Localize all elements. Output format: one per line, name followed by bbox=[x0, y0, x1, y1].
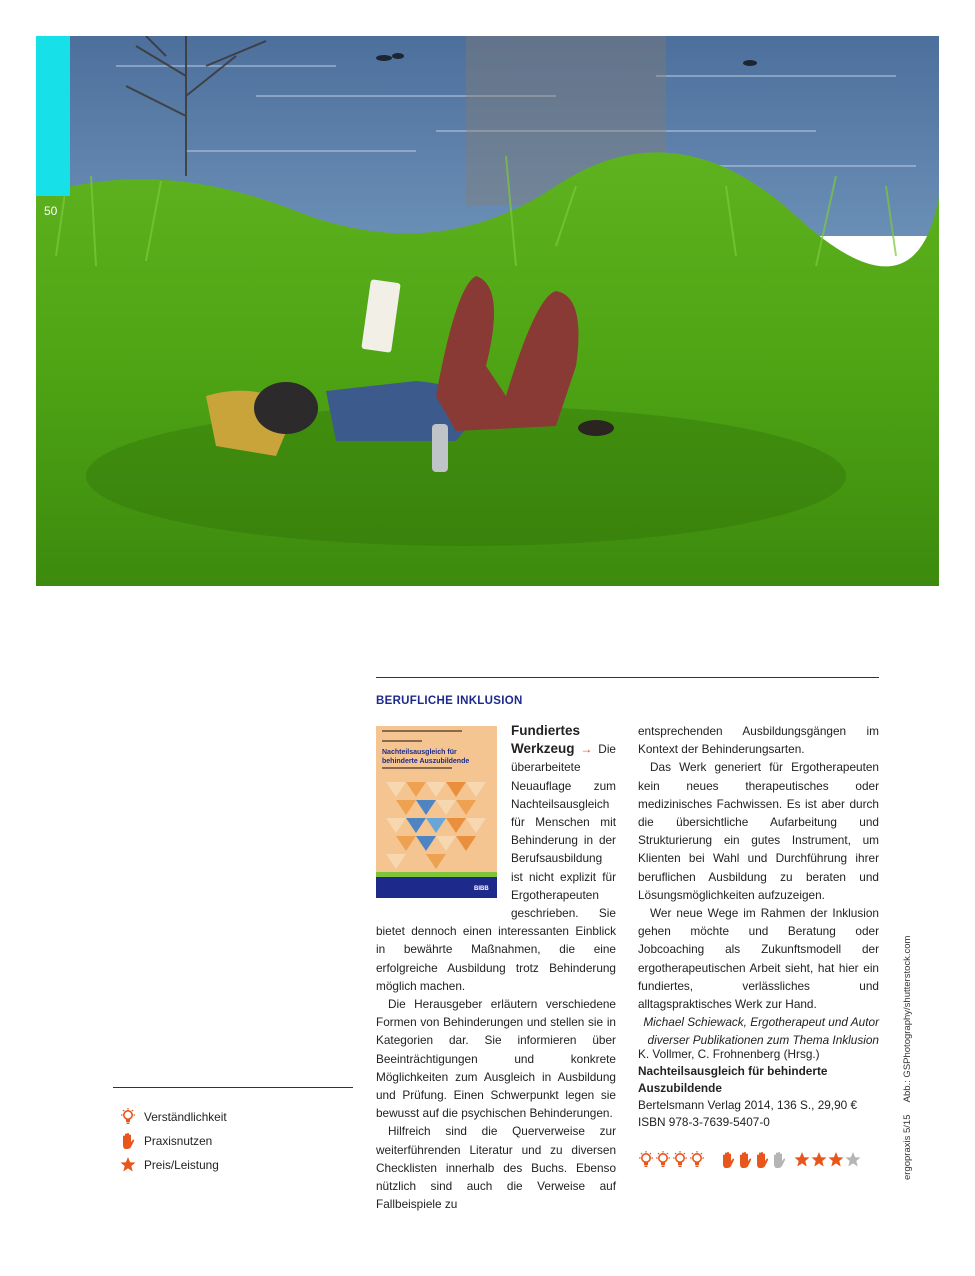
hand-icon-filled bbox=[720, 1151, 736, 1169]
review-column-1 bbox=[376, 722, 616, 1213]
lakeside-reading-illustration bbox=[36, 36, 939, 586]
cover-publisher-logo: BIBB bbox=[474, 886, 489, 892]
reviewer-line-2: diverser Publikationen zum Thema Inklusion bbox=[647, 1033, 879, 1048]
review-column-2 bbox=[638, 722, 879, 1050]
review-heading: Fundiertes Werkzeug bbox=[511, 723, 581, 757]
legend-label: Preis/Leistung bbox=[144, 1158, 219, 1172]
hand-icon-empty bbox=[771, 1151, 787, 1169]
lightbulb-icon-filled bbox=[689, 1151, 705, 1169]
review-paragraph-5: Wer neue Wege im Rahmen der Inklusion gehen möchte und Beratung oder Jobcoaching als Zukunftsmodell der ergotherapeutischen Arbeit sieht, hat hier ein fundiertes, verlässliches und alltagspraktisches Werk zur Hand. bbox=[638, 906, 879, 1012]
lightbulb-icon bbox=[119, 1108, 137, 1126]
star-icon-filled bbox=[794, 1151, 810, 1169]
star-icon-empty bbox=[845, 1151, 861, 1169]
ratings-row bbox=[638, 1151, 879, 1173]
book-title-line-1: Nachteilsausgleich für behinderte bbox=[638, 1064, 828, 1078]
legend-item-praxisnutzen bbox=[119, 1129, 227, 1153]
book-publisher-info: Bertelsmann Verlag 2014, 136 S., 29,90 € bbox=[638, 1098, 858, 1112]
hand-icon bbox=[119, 1132, 137, 1150]
legend-item-preis-leistung bbox=[119, 1153, 227, 1177]
hand-icon-filled bbox=[754, 1151, 770, 1169]
arrow-icon: → bbox=[580, 742, 593, 757]
hero-photo bbox=[36, 36, 939, 586]
lightbulb-icon-filled bbox=[638, 1151, 654, 1169]
review-paragraph-3-continued: entsprechenden Ausbildungsgängen im Kontext der Behinderungsarten. bbox=[638, 724, 879, 757]
hand-icon-filled bbox=[737, 1151, 753, 1169]
journal-issue: ergopraxis 5/15 bbox=[902, 1114, 913, 1180]
lightbulb-icon-filled bbox=[655, 1151, 671, 1169]
bibliography bbox=[638, 1046, 879, 1131]
review-paragraph-1: Die überarbeitete Neuauflage zum Nachteilsausgleich für Menschen mit Behinderung in der Berufsausbildung ist nicht explizit für Ergotherapeuten geschrieben. Sie bietet dennoch einen interessanten Einblick in bewährte Maßnahmen, die eine erfolgreiche Ausbildung trotz Behinderung möglich machen. bbox=[376, 742, 616, 993]
star-icon-filled bbox=[811, 1151, 827, 1169]
legend-label: Verständlichkeit bbox=[144, 1110, 227, 1124]
rating-preis-leistung bbox=[794, 1151, 861, 1169]
side-credits bbox=[902, 926, 913, 1180]
image-credit: Abb.: GSPhotography/shutterstock.com bbox=[902, 935, 913, 1103]
rating-verstaendlichkeit bbox=[638, 1151, 705, 1169]
star-icon bbox=[119, 1156, 137, 1174]
reviewer-line-1: Michael Schiewack, Ergotherapeut und Autor bbox=[643, 1015, 879, 1030]
rating-legend bbox=[119, 1105, 227, 1177]
book-isbn: ISBN 978-3-7639-5407-0 bbox=[638, 1115, 770, 1129]
cover-title-line2: behinderte Auszubildende bbox=[382, 758, 470, 765]
chapter-color-tab bbox=[36, 36, 70, 196]
review-paragraph-2: Die Herausgeber erläutern verschiedene Formen von Behinderungen und stellen sie in Kategorien dar. Sie informieren über Beeinträchtigungen und konkrete Möglichkeiten zum Ausgleich in Ausbildung und Prüfung. Einen Schwerpunkt legen sie bewusst auf die psychischen Behinderungen. bbox=[376, 997, 616, 1121]
star-icon-filled bbox=[828, 1151, 844, 1169]
legend-item-verstaendlichkeit bbox=[119, 1105, 227, 1129]
section-label: BERUFLICHE INKLUSION bbox=[376, 695, 523, 707]
review-paragraph-3: Hilfreich sind die Querverweise zur weiterführenden Literatur und zu diversen Checklisten innerhalb des Buchs. Ebenso nützlich sind auch die Verweise auf Fallbeispiele zu bbox=[376, 1124, 616, 1212]
book-title-line-2: Auszubildende bbox=[638, 1081, 722, 1095]
review-paragraph-4: Das Werk generiert für Ergotherapeuten kein neues therapeutisches oder medizinisches Fachwissen. Es ist aber durch die übersichtliche Aufarbeitung und Strukturierung ein gutes Instrument, um Klienten bei Wahl und Durchführung ihrer beruflichen Ausbildung zu beraten und Lösungsmöglichkeiten aufzuzeigen. bbox=[638, 760, 879, 902]
page-number: 50 bbox=[44, 204, 58, 218]
cover-title-line1: Nachteilsausgleich für bbox=[382, 749, 457, 756]
rating-praxisnutzen bbox=[720, 1151, 787, 1169]
legend-divider bbox=[113, 1087, 353, 1088]
book-editors: K. Vollmer, C. Frohnenberg (Hrsg.) bbox=[638, 1047, 820, 1061]
legend-label: Praxisnutzen bbox=[144, 1134, 213, 1148]
lightbulb-icon-filled bbox=[672, 1151, 688, 1169]
section-divider bbox=[376, 677, 879, 678]
